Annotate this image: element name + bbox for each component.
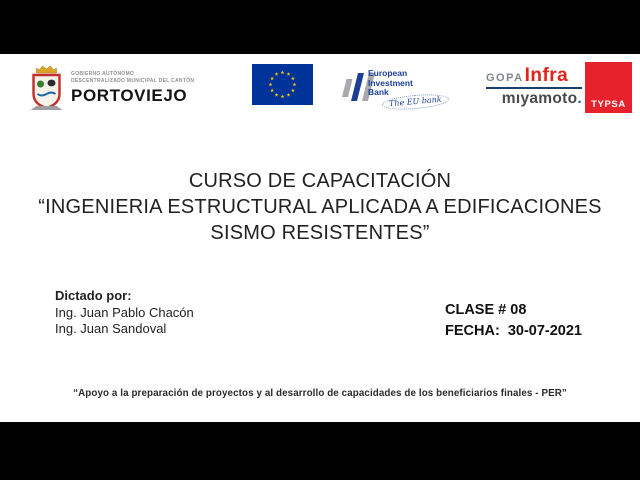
presenter-name-1: Ing. Juan Pablo Chacón bbox=[55, 304, 194, 320]
presenters-block bbox=[55, 288, 194, 338]
session-info bbox=[445, 300, 582, 341]
gopa-wordmark: GOPA bbox=[486, 72, 524, 84]
eib-wordmark bbox=[368, 69, 413, 98]
portoviejo-gov-line1: GOBIERNO AUTÓNOMO bbox=[71, 71, 135, 77]
gopa-infra-logo bbox=[486, 66, 582, 108]
eib-logo bbox=[338, 64, 448, 116]
class-date: FECHA: 30-07-2021 bbox=[445, 322, 582, 339]
presenters-label: Dictado por: bbox=[55, 288, 132, 303]
class-number: CLASE # 08 bbox=[445, 302, 527, 318]
course-title bbox=[0, 168, 640, 246]
miyamoto-dot: . bbox=[577, 90, 582, 107]
portoviejo-crest-icon bbox=[28, 64, 65, 112]
portoviejo-logo-text bbox=[71, 64, 194, 112]
portoviejo-wordmark: PORTOVIEJO bbox=[71, 86, 188, 105]
eib-line1: European bbox=[368, 68, 408, 78]
eib-line2: Investment bbox=[368, 77, 413, 88]
eib-line3: Bank bbox=[368, 87, 389, 97]
miyamoto-text: mıyamoto bbox=[501, 90, 578, 107]
eib-tagline: The EU bank bbox=[382, 92, 450, 112]
presenter-name-2: Ing. Juan Sandoval bbox=[55, 321, 167, 336]
eu-flag-icon bbox=[252, 64, 313, 105]
course-title-line3: SISMO RESISTENTES” bbox=[210, 222, 430, 244]
typsa-wordmark: TYPSA bbox=[591, 99, 626, 110]
gopa-infra-row bbox=[486, 66, 582, 89]
miyamoto-wordmark bbox=[486, 90, 582, 108]
course-title-line1: CURSO DE CAPACITACIÓN bbox=[188, 170, 452, 192]
footer-quote: “Apoyo a la preparación de proyectos y al desarrollo de capacidades de los beneficiarios finales - PER” bbox=[73, 388, 567, 399]
infra-wordmark: Infra bbox=[524, 65, 569, 86]
course-title-line2: “INGENIERIA ESTRUCTURAL APLICADA A EDIFICACIONES bbox=[38, 196, 602, 218]
typsa-logo bbox=[585, 62, 632, 113]
portoviejo-gov-line2: DESCENTRALIZADO MUNICIPAL DEL CANTÓN bbox=[71, 77, 195, 84]
portoviejo-logo bbox=[28, 64, 194, 112]
slide-canvas bbox=[0, 54, 640, 422]
